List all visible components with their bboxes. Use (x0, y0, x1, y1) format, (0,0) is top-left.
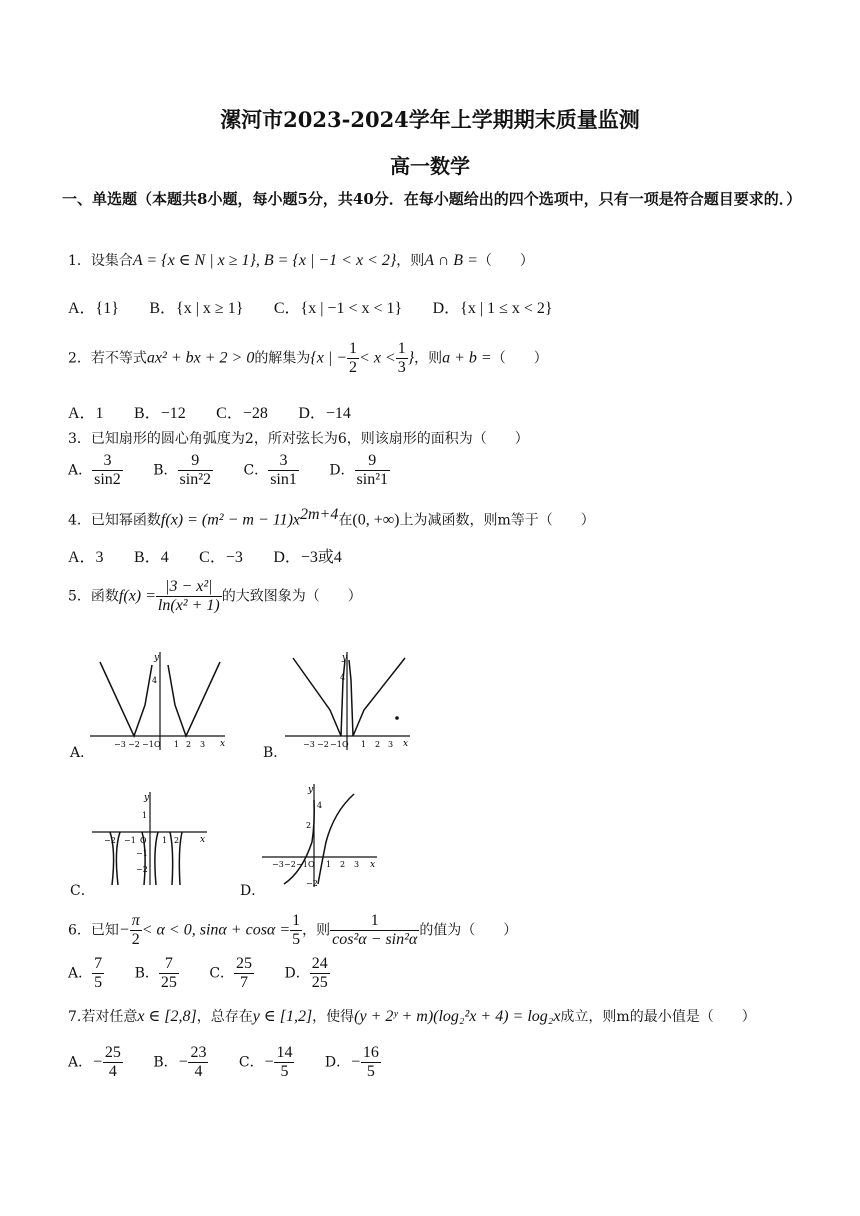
section-heading: 一、单选题（本题共8小题，每小题5分，共40分．在每小题给出的四个选项中，只有一项是符合题目要求的．） (62, 190, 802, 208)
option-d: D．{x | 1 ≤ x < 2} (432, 300, 553, 317)
y-tick: 4 (340, 673, 346, 682)
fraction: $\frac{1}{\text{cos²α − sin²α}}$ (332, 912, 418, 948)
exponent: 2m+4 (300, 506, 339, 523)
x-axis-label: x (370, 860, 376, 870)
x-tick: −1 (124, 836, 136, 845)
option-b: B． $\frac{7}{25}$ (134, 955, 177, 991)
answer-blank: （ ） (477, 253, 534, 269)
x-tick: 1 (162, 836, 168, 845)
x-tick: −3 (303, 740, 315, 749)
y-axis-label: y (144, 793, 150, 803)
option-b: B．−12 (134, 405, 186, 422)
x-tick: 1 (174, 740, 180, 749)
page-subtitle: 高一数学 (390, 154, 470, 178)
graph-c (92, 790, 212, 890)
x-tick: −1 (142, 740, 154, 749)
x-tick: O (308, 860, 315, 869)
y-axis-label: y (342, 653, 348, 663)
x-tick: O (342, 740, 349, 749)
option-a: A．3 (68, 549, 104, 566)
option-c: C．−28 (216, 405, 268, 422)
option-a: A．{1} (68, 300, 119, 317)
option-d: D．− $\frac{16}{5}$ (324, 1044, 379, 1080)
question-number: 1． (68, 253, 91, 269)
interval: (0, +∞) (352, 511, 400, 529)
math-expression: ax² + bx + 2 > 0 (146, 349, 255, 367)
x-tick: 3 (200, 740, 206, 749)
question-text: 若不等式 (90, 350, 147, 367)
x-tick: −3 (114, 740, 126, 749)
question-4-options (68, 544, 368, 567)
x-tick: 1 (361, 740, 367, 749)
question-text: ，则 (414, 350, 443, 367)
math-expression: x ∈ [2,8] (137, 1008, 197, 1025)
question-text: ，则 (396, 253, 425, 269)
x-tick: −3 (272, 860, 284, 869)
question-4: 4．已知幂函数$f(x) = (m^2 - m - 11)x^{2m+4}$在(0, +∞)上为减函数，则m等于（ ） (68, 506, 595, 529)
question-number: 2． (68, 350, 91, 367)
y-axis-label: y (154, 653, 160, 663)
y-tick: 1 (142, 811, 148, 820)
fraction: $\frac{1}{5}$ (292, 912, 301, 948)
fraction: $\frac{1}{3}$ (397, 340, 406, 376)
y-tick: −1 (136, 849, 148, 858)
question-2-options (68, 400, 377, 423)
x-tick: O (140, 836, 147, 845)
x-tick: −1 (296, 860, 308, 869)
math-expression: {x | − (310, 349, 348, 367)
question-text: 的解集为 (254, 350, 311, 367)
x-tick: −2 (284, 860, 296, 869)
x-tick: 2 (375, 740, 381, 749)
graph-b (285, 650, 415, 755)
option-d: D．−3或4 (273, 549, 342, 566)
math-expression: } (407, 349, 415, 367)
question-1-options (68, 295, 579, 318)
question-3: 3．已知扇形的圆心角弧度为2，所对弦长为6，则该扇形的面积为（ ） (68, 431, 529, 447)
y-tick: 4 (317, 801, 323, 810)
fraction: $\frac{\text{|3 − x²|}}{\text{ln(x² + 1)}}$ (157, 578, 220, 614)
y-tick: 2 (306, 821, 312, 830)
option-c: C． $\frac{25}{7}$ (209, 955, 253, 991)
graph-a-label: A． (70, 745, 95, 761)
graph-d (262, 782, 382, 892)
x-tick: −2 (128, 740, 140, 749)
math-expression: y ∈ [1,2] (252, 1008, 313, 1025)
math-expression: A ∩ B = (424, 252, 478, 269)
x-axis-label: x (403, 739, 409, 749)
fraction: $\frac{\pi}{2}$ (131, 912, 140, 948)
y-tick: −2 (306, 879, 318, 888)
question-6-options (68, 955, 356, 992)
x-tick: 3 (354, 860, 360, 869)
option-b: B．− $\frac{23}{4}$ (153, 1044, 207, 1080)
x-tick: −2 (317, 740, 329, 749)
x-tick: 2 (340, 860, 346, 869)
y-axis-label: y (308, 785, 314, 795)
option-a: A．1 (68, 405, 104, 422)
option-c: C．−3 (199, 549, 243, 566)
option-a: A． $\frac{7}{5}$ (68, 955, 103, 991)
graph-a (90, 650, 230, 755)
question-6: 6．已知− $\frac{\pi}{2}$ < α < 0, sinα + cosα = $\frac{1}{5}$ ，则 $\frac{1}{\text{cos²α − sin²α}}$ 的值为（ ） (68, 912, 518, 948)
x-tick: −1 (330, 740, 342, 749)
option-a: A． $\frac{3}{\sin 2}$ (68, 452, 121, 488)
option-c: C．{x | −1 < x < 1} (273, 300, 403, 317)
math-expression: f(x) = (m² − m − 11)x (160, 511, 300, 529)
x-axis-label: x (220, 739, 226, 749)
y-tick: 4 (152, 676, 158, 685)
option-b: B．4 (134, 549, 169, 566)
option-b: B．{x | x ≥ 1} (149, 300, 244, 317)
answer-blank: （ ） (491, 350, 548, 367)
question-7: 7.若对任意x ∈ [2,8]，总存在y ∈ [1,2]，使得(y + 2ʸ + m)(log₂²x + 4) = log₂x成立，则m的最小值是（ ） (68, 1008, 756, 1025)
math-expression: < x < (359, 349, 396, 367)
math-expression: a + b = (442, 349, 492, 367)
x-tick: 2 (186, 740, 192, 749)
question-7-options (68, 1044, 407, 1081)
x-tick: 1 (326, 860, 332, 869)
option-b: B． $\frac{9}{\text{sin²2}}$ (153, 452, 212, 488)
option-d: D．−14 (298, 405, 351, 422)
math-expression: (y + 2ʸ + m)(log₂²x + 4) = log₂x (354, 1008, 561, 1025)
graph-c-label: C． (70, 883, 95, 899)
question-1 (68, 250, 534, 270)
question-text: 设集合 (90, 253, 133, 269)
x-tick: −2 (104, 836, 116, 845)
math-expression: f(x) = (118, 587, 156, 605)
x-tick: O (154, 740, 161, 749)
graph-b-label: B． (263, 745, 288, 761)
graph-d-label: D． (240, 883, 266, 899)
math-expression: < α < 0, sinα + cosα = (141, 921, 291, 939)
fraction: $\frac{1}{2}$ (349, 340, 358, 376)
question-5: 5．函数f(x) = $\frac{\text{|3 − x²|}}{\text{ln(x² + 1)}}$ 的大致图象为（ ） (68, 578, 362, 614)
option-a: A．− $\frac{25}{4}$ (68, 1044, 121, 1080)
question-2 (68, 340, 548, 377)
option-c: C． $\frac{3}{\sin 1}$ (243, 452, 297, 488)
x-tick: 3 (388, 740, 394, 749)
math-expression: A = {x ∈ N | x ≥ 1}, B = {x | −1 < x < 2} (132, 252, 397, 269)
question-3-options (68, 452, 416, 489)
y-tick: −2 (136, 865, 148, 874)
x-axis-label: x (200, 835, 206, 845)
x-tick: 2 (174, 836, 180, 845)
option-d: D． $\frac{24}{25}$ (284, 955, 328, 991)
option-c: C．− $\frac{14}{5}$ (238, 1044, 293, 1080)
option-d: D． $\frac{9}{\text{sin²1}}$ (329, 452, 389, 488)
page-title: 漯河市2023-2024学年上学期期末质量监测 (220, 107, 640, 132)
